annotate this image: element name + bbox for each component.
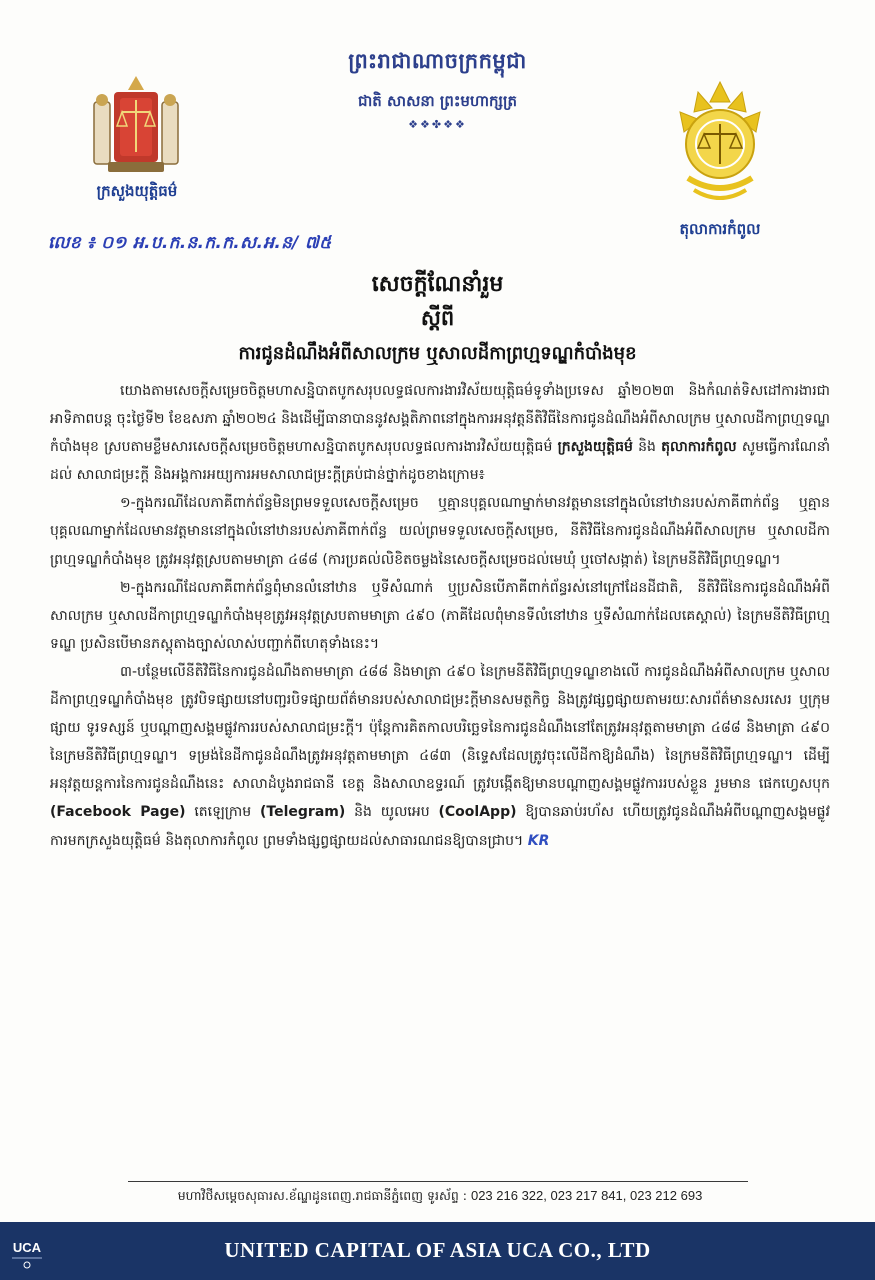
court-name: តុលាការកំពូល: [661, 439, 737, 456]
title-about: ស្តីពី: [420, 306, 455, 330]
ornament-divider: ❖❖✤❖❖: [408, 118, 467, 131]
intro-text-end: សូមធ្វើការណែនាំដល់ សាលាជម្រះក្តី និងអង្គការអយ្យការអមសាលាជម្រះក្តីគ្រប់ជាន់ថ្នាក់ដូចខាងក្រោម៖: [50, 439, 831, 484]
footer-divider: [128, 1181, 748, 1182]
company-name: UNITED CAPITAL OF ASIA UCA CO., LTD: [224, 1238, 651, 1262]
telegram-text: តេឡេក្រាម: [194, 804, 252, 821]
phone-numbers: 023 216 322, 023 217 841, 023 212 693: [470, 1188, 703, 1203]
supreme-court-caption: តុលាការកំពូល: [679, 220, 761, 238]
document-body: [50, 377, 830, 855]
ministry-caption: ក្រសួងយុត្តិធម៌: [96, 182, 178, 200]
intro-conjunction: និង: [638, 439, 656, 456]
intro-text: យោងតាមសេចក្តីសម្រេចចិត្តមហាសន្និបាតបូកសរុបលទ្ធផលការងារវិស័យយុត្តិធម៌ទូទាំងប្រទេស ឆ្នាំ២០២៣ និងកំណត់ទិសដៅការងារជាអាទិភាពបន្ត ចុះថ្ងៃទី២ ខែឧសភា ឆ្នាំ២០២៤ និងដើម្បីធានាបាននូវសង្គតិភាពនៅក្នុងការអនុវត្តនីតិវិធីនៃការជូនដំណឹងអំពីសាលក្រម ឬសាលដីកាព្រហ្មទណ្ឌកំបាំងមុខ ស្របតាមខ្លឹមសារសេចក្តីសម្រេចចិត្តមហាសន្និបាតបូកសរុបលទ្ធផលការងារវិស័យយុត្តិធម៌: [50, 383, 830, 456]
reference-number: លេខ ៖ ០១ អ.ប.ក.ន.ក.ក.ស.អ.ន/ ៧៥: [48, 233, 332, 253]
footer-address: [130, 1188, 750, 1207]
document-title: សេចក្តីណែនាំរួម: [371, 272, 504, 297]
telegram-label: (Telegram): [260, 804, 346, 821]
clause-3-text: ៣-បន្ថែមលើនីតិវិធីនៃការជូនដំណឹងតាមមាត្រា ៤៨៨ និងមាត្រា ៤៩០ នៃក្រមនីតិវិធីព្រហ្មទណ្ឌខាងលើ ការជូនដំណឹងអំពីសាលក្រម ឬសាលដីកាព្រហ្មទណ្ឌកំបាំងមុខ ត្រូវបិទផ្សាយនៅបញ្ជរបិទផ្សាយព័ត៌មានរបស់សាលាជម្រះក្តីមានសមត្ថកិច្ច និងត្រូវផ្សព្វផ្សាយតាមរយៈសារព័ត៌មានសរសេរ ឬក្រុមផ្សាយ ទូរទស្សន៍ ឬបណ្តាញសង្គមផ្លូវការរបស់សាលាជម្រះក្តី។ ប៉ុន្តែការគិតកាលបរិច្ឆេទនៃការជូនដំណឹងនៅតែត្រូវអនុវត្តតាមមាត្រា ៤៨៨ និងមាត្រា ៤៩០ នៃក្រមនីតិវិធីព្រហ្មទណ្ឌ។ ទម្រង់នៃដីកាជូនដំណឹងត្រូវអនុវត្តតាមមាត្រា ៤៨៣ (និទ្ទេសដែលត្រូវចុះលើដីកាឱ្យដំណឹង) នៃក្រមនីតិវិធីព្រហ្មទណ្ឌ។ ដើម្បីអនុវត្តយន្តការនៃការជូនដំណឹងនេះ សាលាដំបូងរាជធានី ខេត្ត និងសាលាឧទ្ធរណ៍ ត្រូវបង្កើតឱ្យមានបណ្តាញសង្គមផ្លូវការរបស់ខ្លួន រួមមាន ផេកហ្វេសបុក: [50, 663, 830, 793]
clause-3: [50, 658, 830, 855]
kingdom-heading: ព្រះរាជាណាចក្រកម្ពុជា: [348, 49, 527, 73]
document-subject: ការជូនដំណឹងអំពីសាលក្រម ឬសាលដីកាព្រហ្មទណ្ឌកំបាំងមុខ: [238, 343, 637, 364]
ministry-name: ក្រសួងយុត្តិធម៌: [557, 439, 633, 456]
coolapp-text: និង យូលអេប: [354, 804, 430, 821]
intro-paragraph: [50, 377, 830, 489]
ministry-of-justice-emblem-icon: [88, 72, 184, 178]
supreme-court-emblem-icon: [668, 78, 772, 210]
facebook-label: (Facebook Page): [50, 804, 186, 821]
coolapp-label: (CoolApp): [438, 804, 517, 821]
national-motto: ជាតិ សាសនា ព្រះមហាក្សត្រ: [358, 92, 517, 110]
clause-2: ២-ក្នុងករណីដែលភាគីពាក់ព័ន្ធពុំមានលំនៅឋាន ឬទីសំណាក់ ឬប្រសិនបើភាគីពាក់ព័ន្ធរស់នៅក្រៅដែនដីជាតិ, នីតិវិធីនៃការជូនដំណឹងអំពីសាលក្រម ឬសាលដីកាព្រហ្មទណ្ឌកំបាំងមុខត្រូវអនុវត្តស្របតាមមាត្រា ៤៩០ (ភាគីដែលពុំមានទីលំនៅឋាន ឬទីសំណាក់ដែលគេស្គាល់) នៃក្រមនីតិវិធីព្រហ្មទណ្ឌ ប្រសិនបើមានភស្តុតាងច្បាស់លាស់បញ្ជាក់ពីហេតុទាំងនេះ។: [50, 579, 830, 652]
clause-3-end: ឱ្យបានឆាប់រហ័ស ហើយត្រូវជូនដំណឹងអំពីបណ្តាញសង្គមផ្លូវការមកក្រសួងយុត្តិធម៌ និងតុលាការកំពូល ព្រមទាំងផ្សព្វផ្សាយដល់សាធារណជនឱ្យបានជ្រាប។: [50, 804, 830, 849]
clause-1: ១-ក្នុងករណីដែលភាគីពាក់ព័ន្ធមិនព្រមទទួលសេចក្តីសម្រេច ឬគ្មានបុគ្គលណាម្នាក់មានវត្តមាននៅក្នុងលំនៅឋានរបស់ភាគីពាក់ព័ន្ធ ឬគ្មានបុគ្គលណាម្នាក់ដែលមានវត្តមាននៅក្នុងលំនៅឋានរបស់ភាគីពាក់ព័ន្ធ យល់ព្រមទទួលសេចក្តីសម្រេច, នីតិវិធីនៃការជូនដំណឹងអំពីសាលក្រម ឬសាលដីកាព្រហ្មទណ្ឌកំបាំងមុខ ត្រូវអនុវត្តស្របតាមមាត្រា ៤៨៨ (ការប្រគល់លិខិតចម្លងនៃសេចក្តីសម្រេចដល់មេឃុំ ឬចៅសង្កាត់) នៃក្រមនីតិវិធីព្រហ្មទណ្ឌ។: [50, 495, 830, 568]
initials-signature: KR: [527, 832, 550, 849]
address-text: មហាវិថីសម្តេចសុធារស.ខ័ណ្ឌដូនពេញ.រាជធានីភ្នំពេញ ទូរស័ព្ទ :: [177, 1188, 467, 1203]
svg-text:UCA: UCA: [12, 1240, 42, 1255]
